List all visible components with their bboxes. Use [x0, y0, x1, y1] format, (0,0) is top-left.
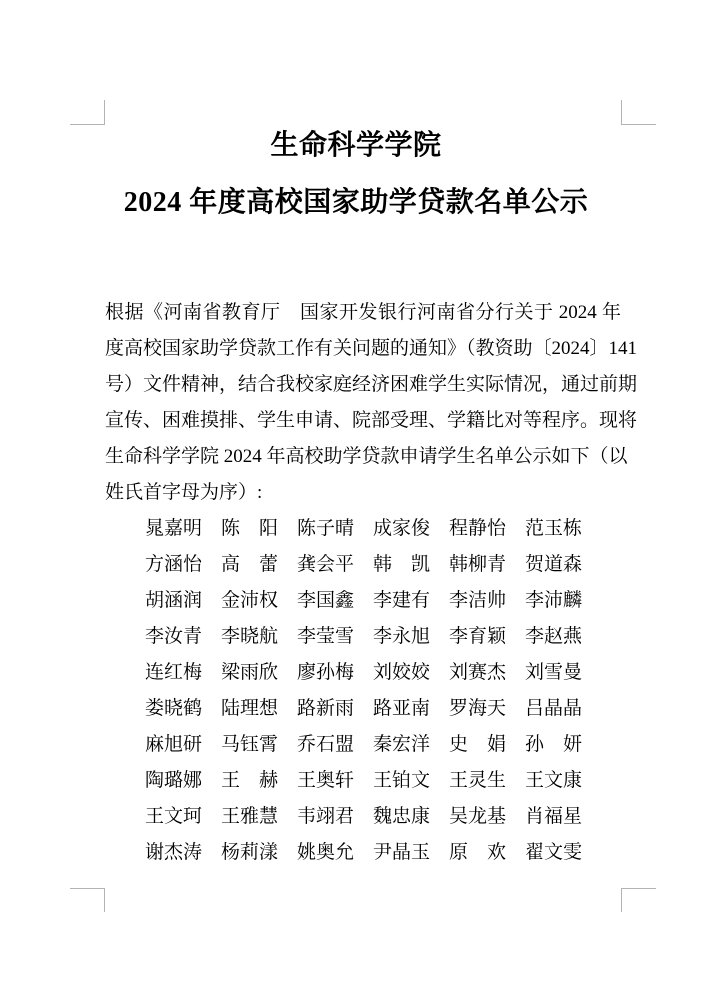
- margin-crop-mark-bottom-right: [621, 888, 656, 912]
- body-paragraph: [105, 295, 638, 511]
- student-name-list: [145, 511, 621, 871]
- name-list-row: 娄晓鹤 陆理想 路新雨 路亚南 罗海天 吕晶晶: [145, 698, 583, 719]
- name-list-row: 麻旭研 马钰霄 乔石盟 秦宏洋 史 娟 孙 妍: [145, 734, 583, 755]
- paragraph-line: 生命科学学院 2024 年高校助学贷款申请学生名单公示如下（以: [105, 446, 628, 467]
- paragraph-line: 号）文件精神，结合我校家庭经济困难学生实际情况，通过前期: [105, 374, 638, 395]
- name-list-row: 方涵怡 高 蕾 龚会平 韩 凯 韩柳青 贺道森: [145, 554, 583, 575]
- paragraph-line: 宣传、困难摸排、学生申请、院部受理、学籍比对等程序。现将: [105, 410, 638, 431]
- margin-crop-mark-bottom-left: [70, 888, 105, 912]
- name-list-row: 连红梅 梁雨欣 廖孙梅 刘姣姣 刘赛杰 刘雪曼: [145, 662, 583, 683]
- name-list-row: 王文珂 王雅慧 韦翊君 魏忠康 吴龙基 肖福星: [145, 806, 583, 827]
- document-subtitle: 2024 年度高校国家助学贷款名单公示: [123, 187, 589, 218]
- paragraph-line: 根据《河南省教育厅 国家开发银行河南省分行关于 2024 年: [105, 302, 621, 323]
- paragraph-line: 姓氏首字母为序）:: [105, 482, 263, 503]
- name-list-row: 胡涵润 金沛权 李国鑫 李建有 李洁帅 李沛麟: [145, 590, 583, 611]
- name-list-row: 晁嘉明 陈 阳 陈子晴 成家俊 程静怡 范玉栋: [145, 518, 583, 539]
- name-list-row: 陶璐娜 王 赫 王奥轩 王铂文 王灵生 王文康: [145, 770, 583, 791]
- name-list-row: 谢杰涛 杨莉漾 姚奥允 尹晶玉 原 欢 翟文雯: [145, 842, 583, 863]
- margin-crop-mark-top-left: [70, 100, 105, 125]
- paragraph-line: 度高校国家助学贷款工作有关问题的通知》（教资助〔2024〕141: [105, 338, 638, 359]
- margin-crop-mark-top-right: [621, 100, 656, 125]
- document-title: 生命科学学院: [270, 130, 442, 161]
- name-list-row: 李汝青 李晓航 李莹雪 李永旭 李育颖 李赵燕: [145, 626, 583, 647]
